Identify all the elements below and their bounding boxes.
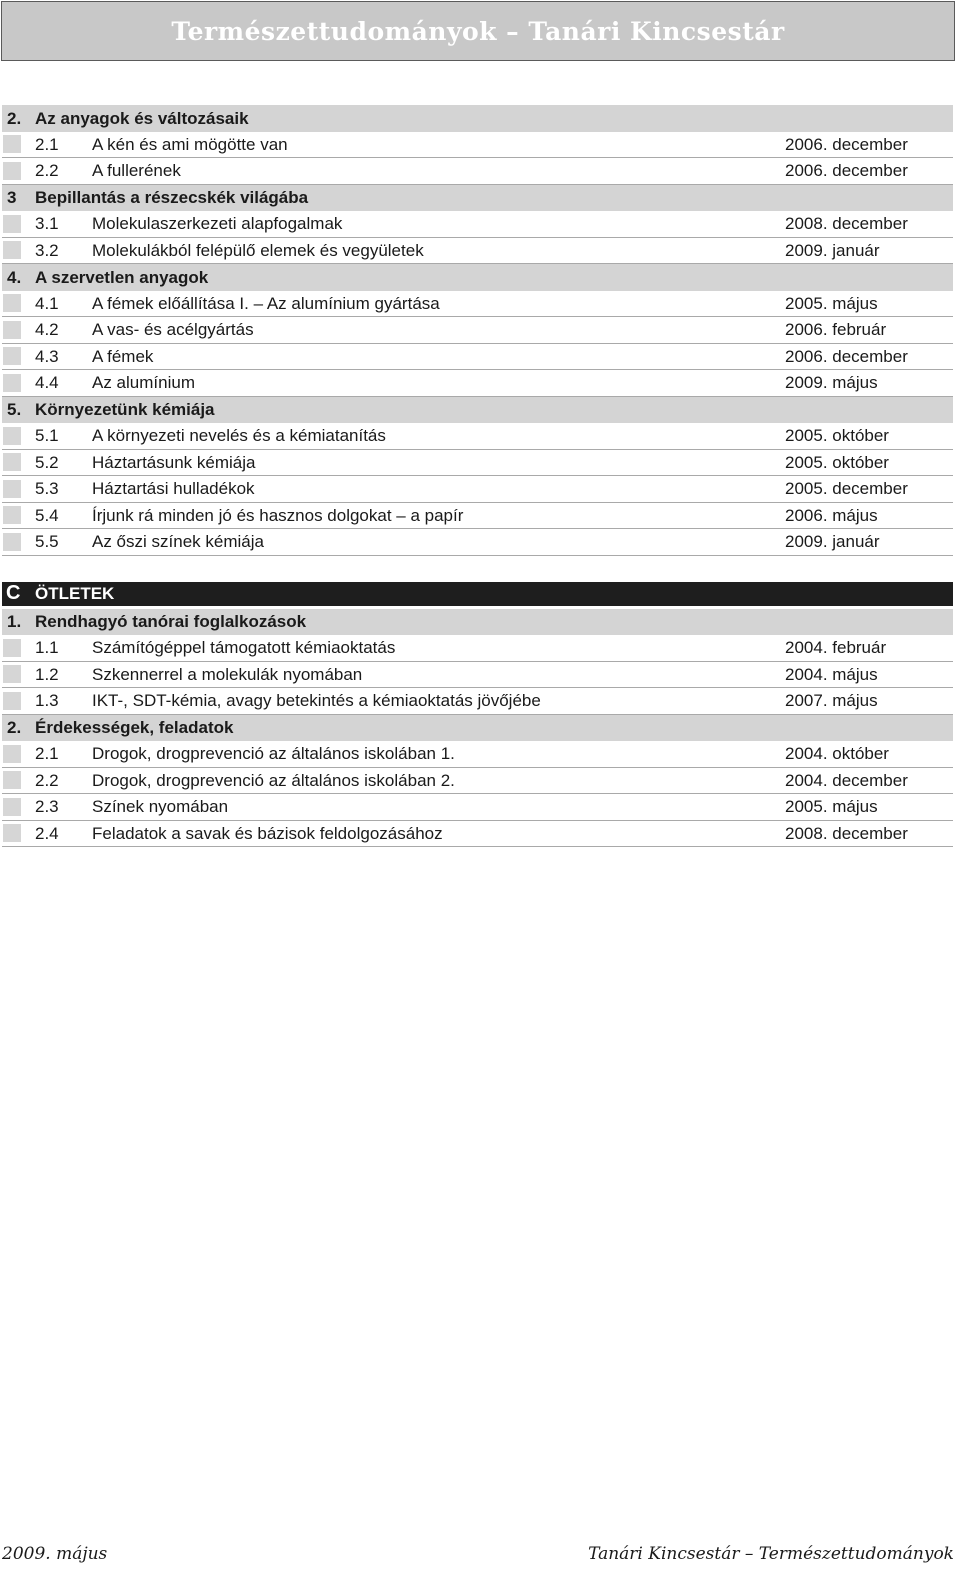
entry-title: Az őszi színek kémiája bbox=[92, 532, 264, 552]
gray-square-marker bbox=[3, 427, 21, 445]
toc-entry bbox=[2, 476, 953, 503]
page-footer bbox=[2, 1544, 954, 1564]
entry-title: A kén és ami mögötte van bbox=[92, 134, 288, 154]
section-number: 4. bbox=[7, 267, 22, 287]
section-heading bbox=[2, 185, 953, 212]
page-header bbox=[1, 1, 955, 61]
gray-square-marker bbox=[3, 639, 21, 657]
gray-square-marker bbox=[3, 824, 21, 842]
entry-number: 1.3 bbox=[35, 691, 59, 711]
gray-square-marker bbox=[3, 294, 21, 312]
toc-entry bbox=[2, 344, 953, 371]
entry-number: 4.1 bbox=[35, 293, 59, 313]
toc-entry bbox=[2, 370, 953, 397]
toc-entry bbox=[2, 741, 953, 768]
toc-entry bbox=[2, 291, 953, 318]
entry-number: 5.1 bbox=[35, 426, 59, 446]
entry-number: 3.2 bbox=[35, 240, 59, 260]
entry-number: 5.4 bbox=[35, 505, 59, 525]
footer-date: 2009. május bbox=[2, 1544, 108, 1564]
toc-entry bbox=[2, 635, 953, 662]
gray-square-marker bbox=[3, 453, 21, 471]
toc-entry bbox=[2, 821, 953, 848]
entry-date: 2005. május bbox=[785, 797, 878, 817]
toc-entry bbox=[2, 423, 953, 450]
section-number: 5. bbox=[7, 400, 22, 420]
entry-number: 2.1 bbox=[35, 744, 59, 764]
entry-date: 2008. december bbox=[785, 823, 908, 843]
entry-number: 2.3 bbox=[35, 797, 59, 817]
entry-date: 2009. május bbox=[785, 373, 878, 393]
gray-square-marker bbox=[3, 241, 21, 259]
table-of-contents bbox=[2, 105, 953, 847]
entry-date: 2006. december bbox=[785, 134, 908, 154]
entry-title: A környezeti nevelés és a kémiatanítás bbox=[92, 426, 386, 446]
toc-entry bbox=[2, 317, 953, 344]
toc-entry bbox=[2, 662, 953, 689]
entry-date: 2004. február bbox=[785, 638, 887, 658]
section-heading bbox=[2, 264, 953, 291]
entry-date: 2005. október bbox=[785, 452, 889, 472]
entry-title: Az alumínium bbox=[92, 373, 195, 393]
entry-date: 2004. május bbox=[785, 664, 878, 684]
entry-number: 4.4 bbox=[35, 373, 59, 393]
entry-number: 5.3 bbox=[35, 479, 59, 499]
toc-entry bbox=[2, 794, 953, 821]
toc-entry bbox=[2, 503, 953, 530]
section-title: Bepillantás a részecskék világába bbox=[35, 188, 309, 208]
entry-number: 3.1 bbox=[35, 214, 59, 234]
toc-entry bbox=[2, 132, 953, 159]
toc-entry bbox=[2, 529, 953, 556]
entry-date: 2007. május bbox=[785, 691, 878, 711]
entry-title: Színek nyomában bbox=[92, 797, 229, 817]
footer-publication: Tanári Kincsestár – Természettudományok bbox=[588, 1544, 954, 1564]
section-heading bbox=[2, 105, 953, 132]
gray-square-marker bbox=[3, 162, 21, 180]
section-heading bbox=[2, 397, 953, 424]
toc-entry bbox=[2, 688, 953, 715]
section-title: Rendhagyó tanórai foglalkozások bbox=[35, 612, 307, 632]
section-title: Érdekességek, feladatok bbox=[35, 718, 234, 738]
gray-square-marker bbox=[3, 745, 21, 763]
entry-date: 2005. december bbox=[785, 479, 908, 499]
entry-date: 2006. december bbox=[785, 161, 908, 181]
entry-date: 2005. október bbox=[785, 426, 889, 446]
entry-title: Írjunk rá minden jó és hasznos dolgokat – a papír bbox=[92, 505, 464, 525]
gray-square-marker bbox=[3, 771, 21, 789]
gray-square-marker bbox=[3, 135, 21, 153]
section-title: Környezetünk kémiája bbox=[35, 400, 215, 420]
section-title: Az anyagok és változásaik bbox=[35, 108, 249, 128]
entry-date: 2009. január bbox=[785, 532, 880, 552]
entry-date: 2004. október bbox=[785, 744, 889, 764]
entry-number: 5.2 bbox=[35, 452, 59, 472]
gray-square-marker bbox=[3, 665, 21, 683]
entry-number: 2.2 bbox=[35, 770, 59, 790]
entry-title: IKT-, SDT-kémia, avagy betekintés a kémiaoktatás jövőjébe bbox=[92, 691, 541, 711]
section-title: A szervetlen anyagok bbox=[35, 267, 209, 287]
entry-title: Feladatok a savak és bázisok feldolgozásához bbox=[92, 823, 443, 843]
entry-date: 2009. január bbox=[785, 240, 880, 260]
section-number: 1. bbox=[7, 612, 22, 632]
entry-title: Drogok, drogprevenció az általános iskolában 2. bbox=[92, 770, 455, 790]
gray-square-marker bbox=[3, 798, 21, 816]
entry-date: 2006. december bbox=[785, 346, 908, 366]
entry-date: 2004. december bbox=[785, 770, 908, 790]
entry-number: 2.4 bbox=[35, 823, 59, 843]
chapter-letter: C bbox=[6, 582, 21, 604]
entry-number: 4.3 bbox=[35, 346, 59, 366]
section-heading bbox=[2, 715, 953, 742]
entry-title: Háztartási hulladékok bbox=[92, 479, 255, 499]
toc-entry bbox=[2, 238, 953, 265]
entry-title: Molekulaszerkezeti alapfogalmak bbox=[92, 214, 343, 234]
section-number: 3 bbox=[7, 188, 17, 208]
entry-number: 1.2 bbox=[35, 664, 59, 684]
section-heading bbox=[2, 609, 953, 636]
toc-entry bbox=[2, 158, 953, 185]
section-number: 2. bbox=[7, 108, 22, 128]
gray-square-marker bbox=[3, 347, 21, 365]
gray-square-marker bbox=[3, 374, 21, 392]
entry-number: 5.5 bbox=[35, 532, 59, 552]
entry-title: Szkennerrel a molekulák nyomában bbox=[92, 664, 363, 684]
section-number: 2. bbox=[7, 718, 22, 738]
gray-square-marker bbox=[3, 692, 21, 710]
gray-square-marker bbox=[3, 215, 21, 233]
toc-entry bbox=[2, 768, 953, 795]
entry-title: A vas- és acélgyártás bbox=[92, 320, 254, 340]
entry-date: 2006. május bbox=[785, 505, 878, 525]
spacer bbox=[2, 556, 953, 582]
entry-title: Molekulákból felépülő elemek és vegyületek bbox=[92, 240, 424, 260]
gray-square-marker bbox=[3, 533, 21, 551]
gray-square-marker bbox=[3, 321, 21, 339]
entry-date: 2006. február bbox=[785, 320, 887, 340]
gray-square-marker bbox=[3, 480, 21, 498]
entry-title: A fémek előállítása I. – Az alumínium gyártása bbox=[92, 293, 440, 313]
toc-entry bbox=[2, 450, 953, 477]
entry-number: 1.1 bbox=[35, 638, 59, 658]
entry-number: 2.2 bbox=[35, 161, 59, 181]
entry-title: Számítógéppel támogatott kémiaoktatás bbox=[92, 638, 396, 658]
chapter-c-header bbox=[2, 582, 953, 606]
entry-title: A fullerének bbox=[92, 161, 181, 181]
entry-title: Háztartásunk kémiája bbox=[92, 452, 256, 472]
entry-title: Drogok, drogprevenció az általános iskolában 1. bbox=[92, 744, 455, 764]
gray-square-marker bbox=[3, 506, 21, 524]
header-title: Természettudományok – Tanári Kincsestár bbox=[171, 16, 785, 46]
entry-title: A fémek bbox=[92, 346, 154, 366]
entry-number: 4.2 bbox=[35, 320, 59, 340]
entry-date: 2005. május bbox=[785, 293, 878, 313]
entry-number: 2.1 bbox=[35, 134, 59, 154]
entry-date: 2008. december bbox=[785, 214, 908, 234]
chapter-title: ÖTLETEK bbox=[35, 583, 115, 603]
toc-entry bbox=[2, 211, 953, 238]
